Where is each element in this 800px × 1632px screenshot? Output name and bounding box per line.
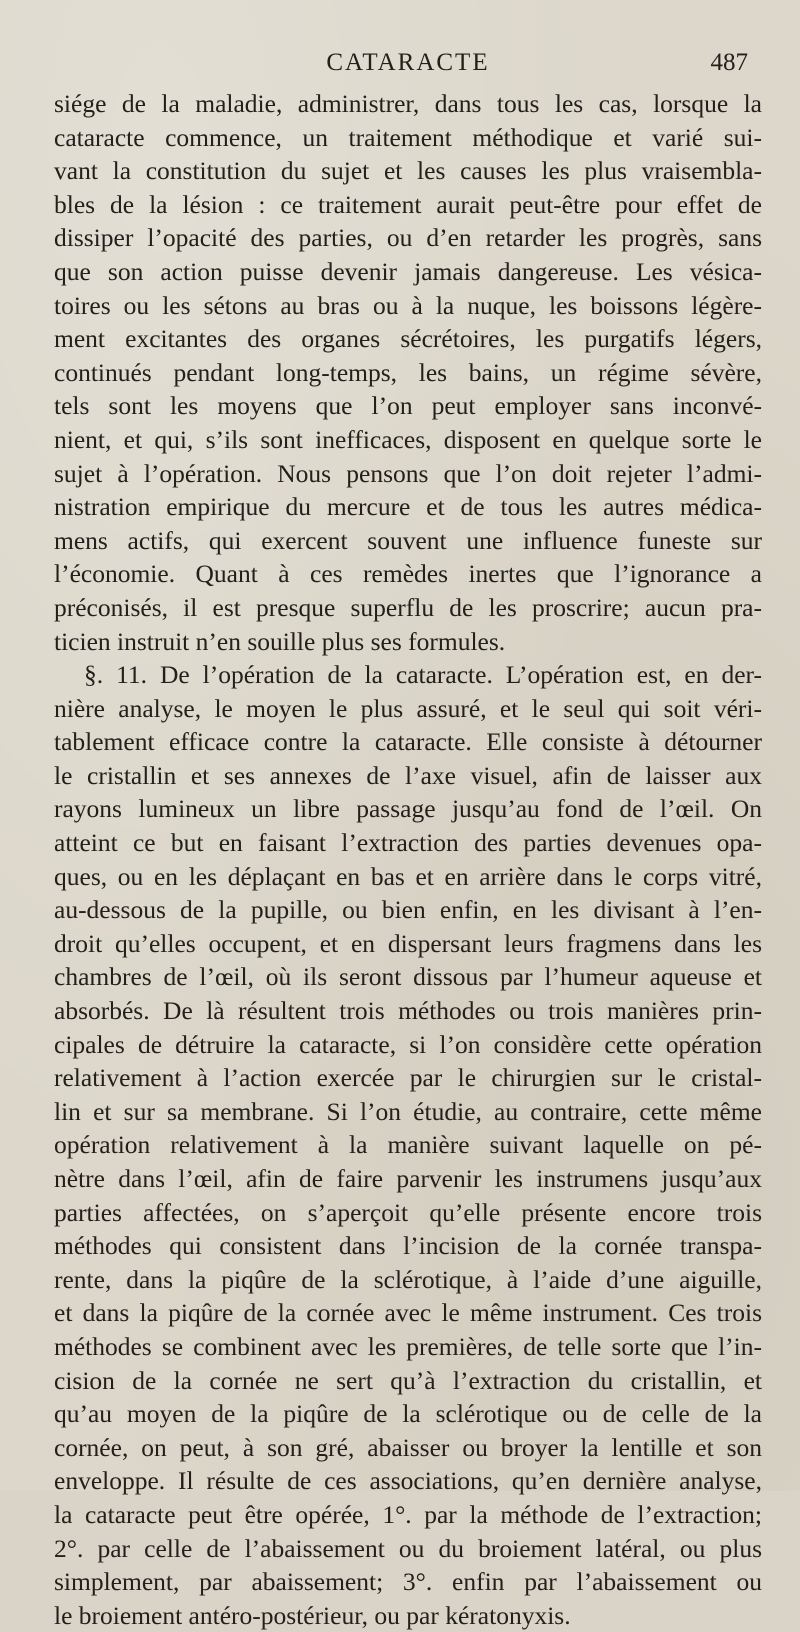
text-line: siége de la maladie, administrer, dans tous les cas, lorsque la (54, 89, 762, 118)
text-line: méthodes qui consistent dans l’incision de la cornée transpa- (54, 1231, 762, 1261)
text-line: ques, ou en les déplaçant en bas et en arrière dans le corps vitré, (54, 861, 762, 891)
text-line: cataracte commence, un traitement méthodique et varié sui- (54, 122, 762, 152)
text-line: et dans la piqûre de la cornée avec le même instrument. Ces trois (54, 1298, 762, 1328)
text-line: la cataracte peut être opérée, 1°. par la méthode de l’extraction; (54, 1499, 762, 1529)
text-line: le cristallin et ses annexes de l’axe visuel, afin de laisser aux (54, 760, 762, 790)
text-line: relativement à l’action exercée par le chirurgien sur le cristal- (54, 1063, 762, 1093)
text-line: enveloppe. Il résulte de ces associations, qu’en dernière analyse, (54, 1466, 762, 1496)
text-line: opération relativement à la manière suivant laquelle on pé- (54, 1130, 762, 1160)
text-line: cornée, on peut, à son gré, abaisser ou broyer la lentille et son (54, 1432, 762, 1462)
text-line: nient, et qui, s’ils sont inefficaces, disposent en quelque sorte le (54, 424, 762, 454)
text-line: atteint ce but en faisant l’extraction des parties devenues opa- (54, 828, 762, 858)
body-text (54, 87, 762, 1632)
text-line: 2°. par celle de l’abaissement ou du broiement latéral, ou plus (54, 1533, 762, 1563)
text-line: rente, dans la piqûre de la sclérotique, à l’aide d’une aiguille, (54, 1264, 762, 1294)
page-number: 487 (710, 49, 748, 76)
text-line: parties affectées, on s’aperçoit qu’elle présente encore trois (54, 1197, 762, 1227)
text-line: préconisés, il est presque superflu de les proscrire; aucun pra- (54, 592, 762, 622)
text-line: rayons lumineux un libre passage jusqu’au fond de l’œil. On (54, 794, 762, 824)
text-line: droit qu’elles occupent, et en dispersant leurs fragmens dans les (54, 928, 762, 958)
text-line: mens actifs, qui exercent souvent une influence funeste sur (54, 525, 762, 555)
running-head (54, 45, 762, 85)
section-heading-line: §. 11. De l’opération de la cataracte. L’opération est, en der- (84, 660, 762, 690)
text-line: nière analyse, le moyen le plus assuré, et le seul qui soit véri- (54, 693, 762, 723)
text-line: sujet à l’opération. Nous pensons que l’on doit rejeter l’admi- (54, 458, 762, 488)
running-title: CATARACTE (326, 49, 490, 76)
text-line: dissiper l’opacité des parties, ou d’en retarder les progrès, sans (54, 223, 762, 253)
text-line: cipales de détruire la cataracte, si l’on considère cette opération (54, 1029, 762, 1059)
text-line: lin et sur sa membrane. Si l’on étudie, au contraire, cette même (54, 1096, 762, 1126)
text-line: bles de la lésion : ce traitement aurait peut-être pour effet de (54, 189, 762, 219)
text-line: méthodes se combinent avec les premières, de telle sorte que l’in- (54, 1331, 762, 1361)
text-line: au-dessous de la pupille, ou bien enfin, en les divisant à l’en- (54, 895, 762, 925)
text-line: l’économie. Quant à ces remèdes inertes que l’ignorance a (54, 559, 762, 589)
text-line: cision de la cornée ne sert qu’à l’extraction du cristallin, et (54, 1365, 762, 1395)
text-line: tablement efficace contre la cataracte. Elle consiste à détourner (54, 727, 762, 757)
text-line: continués pendant long-temps, les bains, un régime sévère, (54, 357, 762, 387)
text-line: simplement, par abaissement; 3°. enfin par l’abaissement ou (54, 1567, 762, 1597)
text-line: ticien instruit n’en souille plus ses formules. (54, 626, 506, 656)
text-line: nistration empirique du mercure et de tous les autres médica- (54, 492, 762, 522)
text-line: absorbés. De là résultent trois méthodes ou trois manières prin- (54, 996, 762, 1026)
text-line: toires ou les sétons au bras ou à la nuque, les boissons légère- (54, 290, 762, 320)
text-line: le broiement antéro-postérieur, ou par kératonyxis. (54, 1600, 571, 1630)
text-line: chambres de l’œil, où ils seront dissous par l’humeur aqueuse et (54, 962, 762, 992)
text-line: vant la constitution du sujet et les causes les plus vraisembla- (54, 156, 762, 186)
text-line: tels sont les moyens que l’on peut employer sans inconvé- (54, 391, 762, 421)
text-line: nètre dans l’œil, afin de faire parvenir les instrumens jusqu’aux (54, 1164, 762, 1193)
text-line: que son action puisse devenir jamais dangereuse. Les vésica- (54, 256, 762, 286)
text-line: ment excitantes des organes sécrétoires, les purgatifs légers, (54, 324, 762, 354)
text-line: qu’au moyen de la piqûre de la sclérotique ou de celle de la (54, 1399, 762, 1429)
